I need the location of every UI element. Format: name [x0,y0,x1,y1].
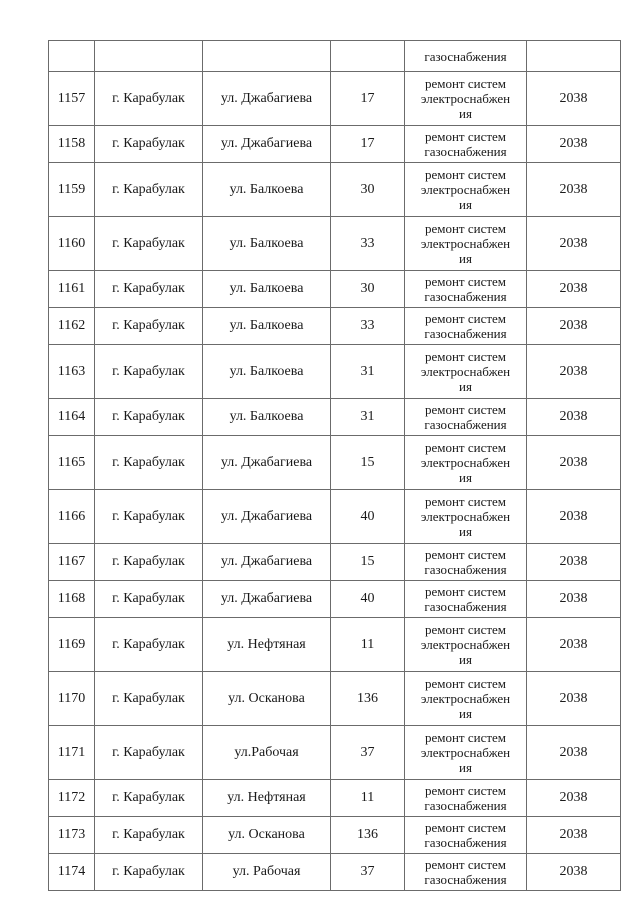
cell-house: 11 [331,618,405,672]
cell-house: 17 [331,72,405,126]
cell-house: 40 [331,581,405,618]
cell-work-type: ремонт систем газоснабжения [405,581,527,618]
cell-work-type: ремонт систем электроснабжен ия [405,345,527,399]
cell-city: г. Карабулак [95,217,203,271]
table-row [49,544,621,581]
cell-house: 136 [331,672,405,726]
cell-year: 2038 [527,308,621,345]
cell-year: 2038 [527,126,621,163]
table-row [49,581,621,618]
cell-work-type: ремонт систем электроснабжен ия [405,672,527,726]
repair-schedule-table [48,40,621,891]
cell-work-type: ремонт систем электроснабжен ия [405,436,527,490]
cell-number: 1159 [49,163,95,217]
cell-number: 1162 [49,308,95,345]
cell-city: г. Карабулак [95,854,203,891]
cell-number: 1169 [49,618,95,672]
cell-street: ул. Балкоева [203,399,331,436]
cell-house: 30 [331,163,405,217]
cell-year: 2038 [527,490,621,544]
cell-street: ул. Балкоева [203,217,331,271]
cell-number: 1172 [49,780,95,817]
cell-year: 2038 [527,544,621,581]
cell-house: 31 [331,399,405,436]
cell-house: 15 [331,544,405,581]
cell-number: 1160 [49,217,95,271]
cell-number: 1167 [49,544,95,581]
cell-house: 40 [331,490,405,544]
cell-city: г. Карабулак [95,581,203,618]
cell-number: 1168 [49,581,95,618]
table-row [49,817,621,854]
cell-city: г. Карабулак [95,726,203,780]
cell-year: 2038 [527,436,621,490]
cell-year: 2038 [527,581,621,618]
cell-house: 37 [331,854,405,891]
cell-year: 2038 [527,726,621,780]
cell-city: г. Карабулак [95,399,203,436]
cell-house: 37 [331,726,405,780]
cell-year: 2038 [527,672,621,726]
table-row [49,726,621,780]
cell-city: г. Карабулак [95,672,203,726]
cell-number: 1158 [49,126,95,163]
table-row [49,399,621,436]
cell-city: г. Карабулак [95,436,203,490]
cell-year: 2038 [527,163,621,217]
cell-work-type: ремонт систем электроснабжен ия [405,72,527,126]
cell-house: 17 [331,126,405,163]
cell-street: ул. Балкоева [203,308,331,345]
cell-year: 2038 [527,618,621,672]
cell-work-type: ремонт систем газоснабжения [405,817,527,854]
cell-year [527,41,621,72]
cell-year: 2038 [527,345,621,399]
cell-year: 2038 [527,780,621,817]
cell-work-type: ремонт систем газоснабжения [405,780,527,817]
cell-street: ул. Джабагиева [203,126,331,163]
cell-house: 33 [331,217,405,271]
table-row [49,217,621,271]
cell-work-type: ремонт систем газоснабжения [405,399,527,436]
cell-year: 2038 [527,854,621,891]
cell-city: г. Карабулак [95,308,203,345]
cell-street: ул. Балкоева [203,345,331,399]
cell-city: г. Карабулак [95,544,203,581]
cell-work-type: ремонт систем газоснабжения [405,854,527,891]
cell-year: 2038 [527,399,621,436]
table-row [49,271,621,308]
cell-street: ул. Осканова [203,672,331,726]
cell-number: 1173 [49,817,95,854]
cell-street: ул. Рабочая [203,854,331,891]
cell-street: ул. Джабагиева [203,436,331,490]
cell-year: 2038 [527,271,621,308]
cell-number: 1163 [49,345,95,399]
cell-city: г. Карабулак [95,618,203,672]
table-row [49,345,621,399]
cell-number: 1170 [49,672,95,726]
table-row [49,436,621,490]
cell-work-type: ремонт систем газоснабжения [405,126,527,163]
cell-street: ул. Джабагиева [203,544,331,581]
cell-city: г. Карабулак [95,817,203,854]
cell-house: 31 [331,345,405,399]
table-row-continuation [49,41,621,72]
cell-number: 1161 [49,271,95,308]
cell-house: 11 [331,780,405,817]
cell-street [203,41,331,72]
cell-number: 1164 [49,399,95,436]
cell-work-type: ремонт систем газоснабжения [405,544,527,581]
cell-number: 1166 [49,490,95,544]
cell-city [95,41,203,72]
cell-city: г. Карабулак [95,72,203,126]
document-page [48,40,620,891]
cell-work-type: ремонт систем электроснабжен ия [405,163,527,217]
cell-city: г. Карабулак [95,271,203,308]
table-row [49,126,621,163]
cell-city: г. Карабулак [95,780,203,817]
cell-house: 136 [331,817,405,854]
table-row [49,672,621,726]
cell-year: 2038 [527,72,621,126]
cell-work-type: ремонт систем электроснабжен ия [405,490,527,544]
cell-street: ул. Балкоева [203,163,331,217]
table-row [49,490,621,544]
cell-house [331,41,405,72]
cell-number: 1157 [49,72,95,126]
cell-work-type: ремонт систем электроснабжен ия [405,217,527,271]
cell-street: ул. Джабагиева [203,72,331,126]
cell-year: 2038 [527,817,621,854]
table-row [49,854,621,891]
cell-street: ул. Балкоева [203,271,331,308]
cell-city: г. Карабулак [95,345,203,399]
cell-work-type: ремонт систем газоснабжения [405,308,527,345]
cell-street: ул.Рабочая [203,726,331,780]
table-row [49,780,621,817]
cell-street: ул. Нефтяная [203,780,331,817]
cell-street: ул. Осканова [203,817,331,854]
table-row [49,72,621,126]
cell-number: 1174 [49,854,95,891]
cell-number: 1171 [49,726,95,780]
table-row [49,618,621,672]
cell-street: ул. Нефтяная [203,618,331,672]
cell-work-type: газоснабжения [405,41,527,72]
cell-house: 15 [331,436,405,490]
cell-street: ул. Джабагиева [203,490,331,544]
cell-work-type: ремонт систем электроснабжен ия [405,726,527,780]
cell-house: 33 [331,308,405,345]
cell-city: г. Карабулак [95,490,203,544]
cell-city: г. Карабулак [95,163,203,217]
table-row [49,163,621,217]
cell-year: 2038 [527,217,621,271]
table-row [49,308,621,345]
cell-house: 30 [331,271,405,308]
cell-street: ул. Джабагиева [203,581,331,618]
cell-work-type: ремонт систем электроснабжен ия [405,618,527,672]
cell-number: 1165 [49,436,95,490]
cell-work-type: ремонт систем газоснабжения [405,271,527,308]
cell-city: г. Карабулак [95,126,203,163]
cell-number [49,41,95,72]
